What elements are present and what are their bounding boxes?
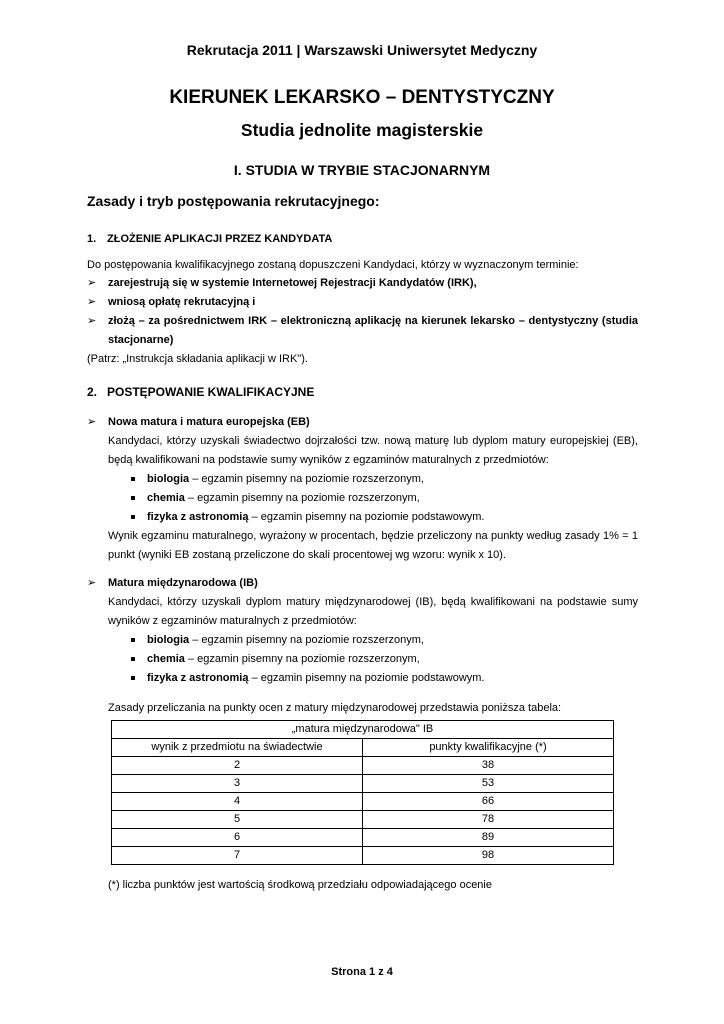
grade-cell: 7 [112,847,363,865]
column-header-grade: wynik z przedmiotu na świadectwie [112,739,363,757]
table-row [112,811,614,829]
ib-heading: Matura międzynarodowa (IB) [108,577,258,589]
list-item: złożą – za pośrednictwem IRK – elektroniczną aplikację na kierunek lekarsko – dentystyczny (studia [108,315,638,327]
eb-paragraph-line: będą kwalifikowani na podstawie sumy wyników z egzaminów maturalnych z przedmiotów: [108,454,549,466]
grade-cell: 5 [112,811,363,829]
list-item: zarejestrują się w systemie Internetowej Rejestracji Kandydatów (IRK), [108,277,477,289]
points-cell: 38 [363,757,614,775]
square-bullet-icon [131,477,135,481]
subject-item [147,470,424,489]
section-number: 2. [87,385,98,399]
subject-desc: – egzamin pisemny na poziomie rozszerzonym, [189,473,424,485]
section-2-heading [87,385,314,399]
square-bullet-icon [131,496,135,500]
subject-item [147,650,420,669]
grade-cell: 3 [112,775,363,793]
table-caption-row [112,721,614,739]
section-title: POSTĘPOWANIE KWALIFIKACYJNE [107,385,315,399]
ib-paragraph-line: Kandydaci, którzy uzyskali dyplom matury międzynarodowej (IB), będą kwalifikowani na podstawie sumy [108,596,638,608]
eb-heading: Nowa matura i matura europejska (EB) [108,416,310,428]
page-subtitle: Studia jednolite magisterskie [240,120,484,140]
table-row [112,793,614,811]
subject-desc: – egzamin pisemny na poziomie rozszerzonym, [184,492,420,504]
arrow-bullet-icon: ➢ [87,315,97,327]
table-row [112,829,614,847]
points-cell: 78 [363,811,614,829]
subject-item [147,508,485,527]
square-bullet-icon [131,515,135,519]
section-number: 1. [87,233,97,245]
subject-name: fizyka z astronomią [147,511,249,523]
subject-item [147,489,420,508]
square-bullet-icon [131,638,135,642]
points-cell: 53 [363,775,614,793]
list-item-continuation: stacjonarne) [108,334,174,346]
square-bullet-icon [131,657,135,661]
points-cell: 98 [363,847,614,865]
section-1-intro: Do postępowania kwalifikacyjnego zostaną dopuszczeni Kandydaci, którzy w wyznaczonym terminie: [87,259,579,271]
study-mode-heading: I. STUDIA W TRYBIE STACJONARNYM [233,162,491,178]
arrow-bullet-icon: ➢ [87,577,97,589]
table-row [112,847,614,865]
page-title: KIERUNEK LEKARSKO – DENTYSTYCZNY [169,87,555,108]
eb-after-line: Wynik egzaminu maturalnego, wyrażony w procentach, będzie przeliczony na punkty według zasady 1% = 1 [108,530,638,542]
table-row [112,775,614,793]
arrow-bullet-icon: ➢ [87,296,97,308]
eb-paragraph-line: Kandydaci, którzy uzyskali świadectwo dojrzałości tzw. nową maturę lub dyplom matury europejskiej (EB), [108,435,638,447]
page-header: Rekrutacja 2011 | Warszawski Uniwersytet Medyczny [186,42,538,58]
column-header-points: punkty kwalifikacyjne (*) [363,739,614,757]
subject-item [147,631,424,650]
subject-desc: – egzamin pisemny na poziomie podstawowym. [248,511,485,523]
ib-table-intro: Zasady przeliczania na punkty ocen z matury międzynarodowej przedstawia poniższa tabela: [108,702,562,714]
grade-cell: 4 [112,793,363,811]
eb-after-line: punkt (wyniki EB zostaną przeliczone do skali procentowej wg wzoru: wynik x 10). [108,549,507,561]
table-header-row [112,739,614,757]
section-1-note: (Patrz: „Instrukcja składania aplikacji w IRK"). [87,353,308,365]
ib-conversion-table [111,720,614,865]
table-footnote: (*) liczba punktów jest wartością środkową przedziału odpowiadającego ocenie [108,879,492,891]
grade-cell: 2 [112,757,363,775]
rules-heading: Zasady i tryb postępowania rekrutacyjnego: [87,193,380,209]
points-cell: 89 [363,829,614,847]
subject-item [147,669,485,688]
subject-name: biologia [147,634,190,646]
page-number: Strona 1 z 4 [331,966,393,978]
subject-name: chemia [147,492,185,504]
grade-cell: 6 [112,829,363,847]
points-cell: 66 [363,793,614,811]
subject-name: fizyka z astronomią [147,672,249,684]
subject-desc: – egzamin pisemny na poziomie rozszerzonym, [184,653,420,665]
subject-desc: – egzamin pisemny na poziomie podstawowym. [248,672,485,684]
list-item: wniosą opłatę rekrutacyjną i [108,296,256,308]
subject-desc: – egzamin pisemny na poziomie rozszerzonym, [189,634,424,646]
table-caption: „matura międzynarodowa" IB [112,721,614,739]
subject-name: biologia [147,473,190,485]
arrow-bullet-icon: ➢ [87,277,97,289]
subject-name: chemia [147,653,185,665]
arrow-bullet-icon: ➢ [87,416,97,428]
ib-paragraph-line: wyników z egzaminów maturalnych z przedmiotów: [108,615,357,627]
section-1-heading [87,233,332,245]
table-row [112,757,614,775]
section-title: ZŁOŻENIE APLIKACJI PRZEZ KANDYDATA [107,233,333,245]
square-bullet-icon [131,676,135,680]
